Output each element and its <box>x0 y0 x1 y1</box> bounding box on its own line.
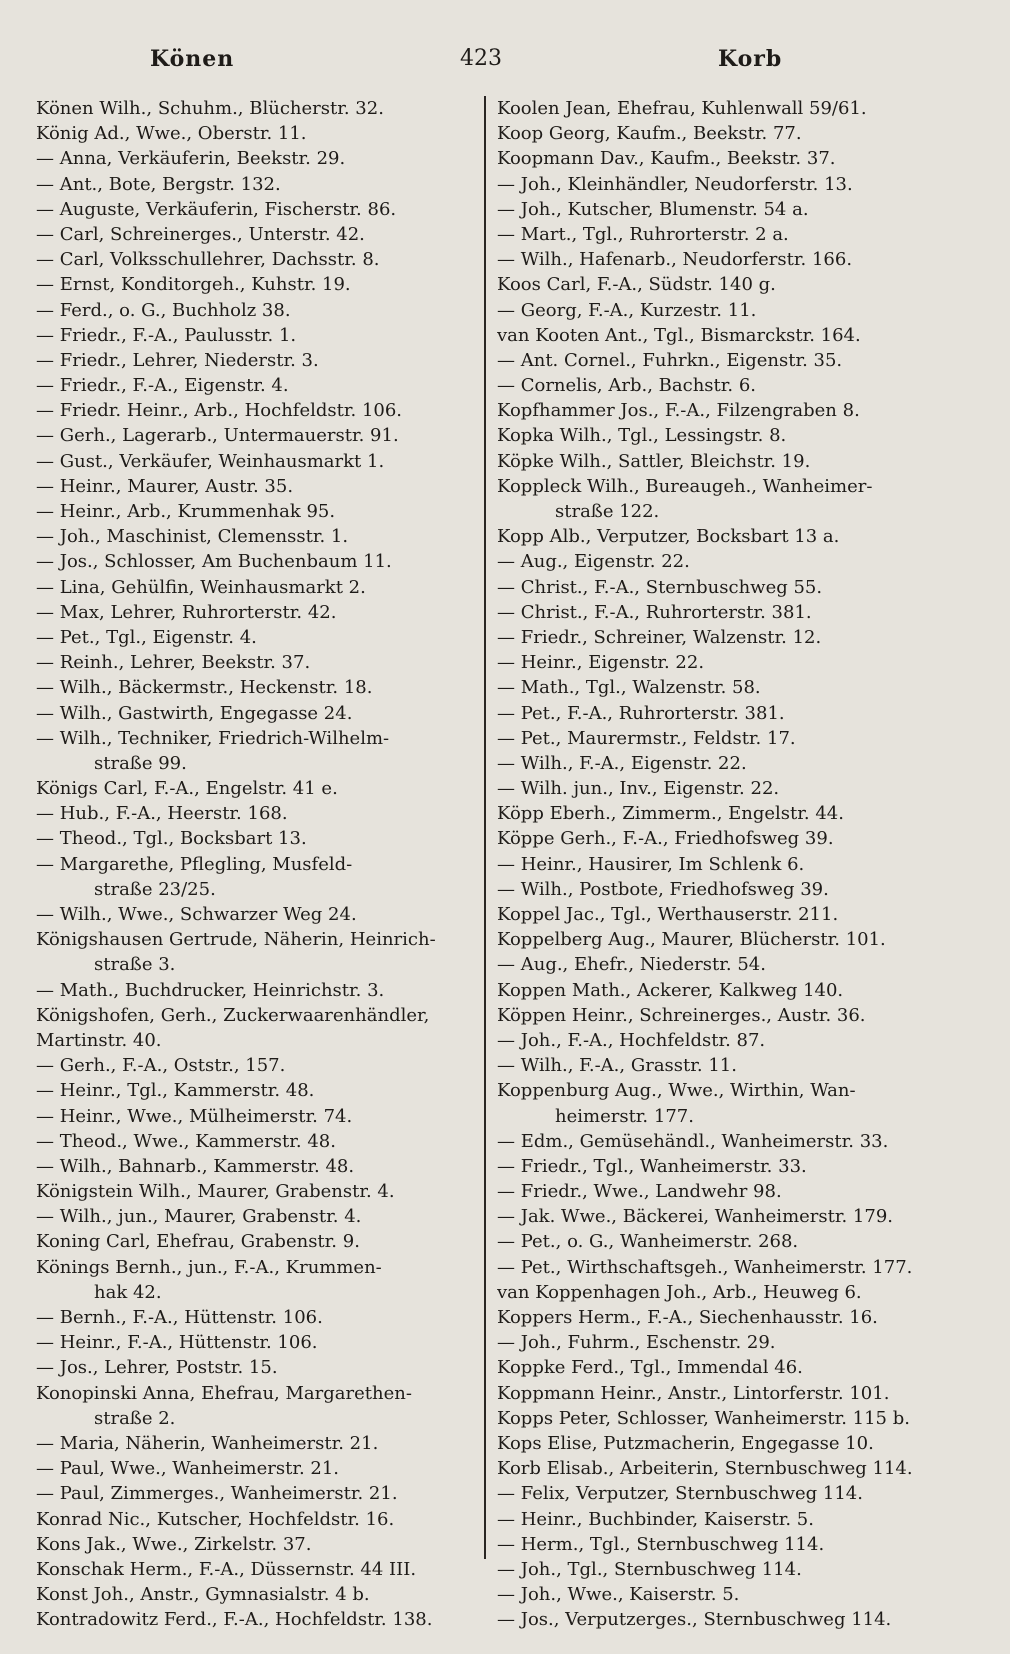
entry-line: König Ad., Wwe., Oberstr. 11. <box>36 123 307 145</box>
entry-line: — Heinr., Maurer, Austr. 35. <box>36 475 294 497</box>
entry-line: Köpp Eberh., Zimmerm., Engelstr. 44. <box>497 803 844 825</box>
entry-line: Konschak Herm., F.-A., Düssernstr. 44 III. <box>36 1558 417 1580</box>
entry-line: straße 2. <box>94 1407 176 1429</box>
entry-line: — Paul, Zimmerges., Wanheimerstr. 21. <box>36 1483 398 1505</box>
entry-line: straße 99. <box>94 752 187 774</box>
column-divider <box>484 96 486 1559</box>
entry-line: Koppers Herm., F.-A., Siechenhausstr. 16. <box>497 1307 878 1328</box>
entry-line: — Wilh., Bäckermstr., Heckenstr. 18. <box>36 677 373 699</box>
entry-line: Koppenburg Aug., Wwe., Wirthin, Wan- <box>497 1080 856 1102</box>
entry-line: — Wilh., F.-A., Eigenstr. 22. <box>497 752 747 774</box>
entry-line: Königshausen Gertrude, Näherin, Heinrich- <box>36 929 436 951</box>
entry-line: — Jos., Verputzerges., Sternbuschweg 114. <box>497 1609 892 1631</box>
header-right-keyword: Korb <box>718 46 783 72</box>
entry-line: Konst Joh., Anstr., Gymnasialstr. 4 b. <box>36 1584 370 1606</box>
entry-line: Köppen Heinr., Schreinerges., Austr. 36. <box>497 1004 866 1026</box>
entry-line: — Heinr., Wwe., Mülheimerstr. 74. <box>36 1105 353 1127</box>
entry-line: — Joh., Maschinist, Clemensstr. 1. <box>36 526 349 548</box>
entry-line: — Wilh., Bahnarb., Kammerstr. 48. <box>36 1155 355 1177</box>
entry-line: — Mart., Tgl., Ruhrorterstr. 2 a. <box>497 223 789 245</box>
entry-line: — Theod., Tgl., Bocksbart 13. <box>36 828 307 850</box>
entry-line: Kopfhammer Jos., F.-A., Filzengraben 8. <box>497 400 860 422</box>
right-column <box>497 96 957 1632</box>
entry-line: straße 3. <box>94 954 176 976</box>
entry-line: — Heinr., Eigenstr. 22. <box>497 652 705 674</box>
entry-line: — Max, Lehrer, Ruhrorterstr. 42. <box>36 601 337 623</box>
entry-line: — Cornelis, Arb., Bachstr. 6. <box>497 375 757 397</box>
entry-line: — Pet., F.-A., Ruhrorterstr. 381. <box>497 702 785 724</box>
entry-line: — Ferd., o. G., Buchholz 38. <box>36 299 291 321</box>
entry-line: van Koppenhagen Joh., Arb., Heuweg 6. <box>497 1281 862 1303</box>
entry-line: Koolen Jean, Ehefrau, Kuhlenwall 59/61. <box>497 98 867 119</box>
entry-line: — Joh., Tgl., Sternbuschweg 114. <box>497 1558 802 1580</box>
entry-line: — Anna, Verkäuferin, Beekstr. 29. <box>36 148 346 170</box>
entry-line: — Math., Buchdrucker, Heinrichstr. 3. <box>36 979 385 1001</box>
entry-line: — Carl, Schreinerges., Unterstr. 42. <box>36 223 365 245</box>
entry-line: — Gerh., Lagerarb., Untermauerstr. 91. <box>36 425 399 447</box>
entry-line: — Herm., Tgl., Sternbuschweg 114. <box>497 1533 825 1555</box>
entry-line: — Friedr., Wwe., Landwehr 98. <box>497 1181 782 1203</box>
entry-line: — Margarethe, Pflegling, Musfeld- <box>36 853 353 875</box>
entry-line: — Joh., Fuhrm., Eschenstr. 29. <box>497 1332 776 1354</box>
entry-line: Koop Georg, Kaufm., Beekstr. 77. <box>497 123 802 145</box>
entry-line: — Ant. Cornel., Fuhrkn., Eigenstr. 35. <box>497 349 843 371</box>
entry-line: — Aug., Eigenstr. 22. <box>497 551 690 573</box>
entry-line: — Pet., Wirthschaftsgeh., Wanheimerstr. 177. <box>497 1256 913 1278</box>
entry-line: Könings Bernh., jun., F.-A., Krummen- <box>36 1256 382 1278</box>
page-number: 423 <box>460 46 502 71</box>
entry-line: — Felix, Verputzer, Sternbuschweg 114. <box>497 1483 863 1505</box>
entry-line: — Wilh., Hafenarb., Neudorferstr. 166. <box>497 249 853 271</box>
entry-line: — Paul, Wwe., Wanheimerstr. 21. <box>36 1458 340 1480</box>
entry-line: — Georg, F.-A., Kurzestr. 11. <box>497 299 757 321</box>
entry-line: Koppleck Wilh., Bureaugeh., Wanheimer- <box>497 475 873 497</box>
entry-line: — Heinr., Tgl., Kammerstr. 48. <box>36 1080 315 1102</box>
entry-line: — Carl, Volksschullehrer, Dachsstr. 8. <box>36 249 380 271</box>
entry-line: — Aug., Ehefr., Niederstr. 54. <box>497 954 766 976</box>
header-left-keyword: Könen <box>150 46 235 72</box>
entry-line: Koppel Jac., Tgl., Werthauserstr. 211. <box>497 904 839 925</box>
entry-line: — Joh., F.-A., Hochfeldstr. 87. <box>497 1029 766 1051</box>
entry-line: — Wilh., Wwe., Schwarzer Weg 24. <box>36 904 357 925</box>
entry-line: hak 42. <box>94 1281 162 1303</box>
entry-line: — Heinr., Buchbinder, Kaiserstr. 5. <box>497 1508 814 1530</box>
entry-line: — Friedr. Heinr., Arb., Hochfeldstr. 106. <box>36 400 403 422</box>
entry-line: — Heinr., Hausirer, Im Schlenk 6. <box>497 853 805 875</box>
entry-line: — Friedr., F.-A., Eigenstr. 4. <box>36 375 289 397</box>
entry-line: Köppe Gerh., F.-A., Friedhofsweg 39. <box>497 828 834 850</box>
entry-line: Martinstr. 40. <box>36 1029 162 1051</box>
entry-line: — Friedr., F.-A., Paulusstr. 1. <box>36 324 297 346</box>
entry-line: Kopp Alb., Verputzer, Bocksbart 13 a. <box>497 526 840 548</box>
entry-line: — Wilh., jun., Maurer, Grabenstr. 4. <box>36 1206 362 1228</box>
entry-line: — Hub., F.-A., Heerstr. 168. <box>36 803 288 825</box>
entry-line: Kops Elise, Putzmacherin, Engegasse 10. <box>497 1432 874 1454</box>
entry-line: — Gerh., F.-A., Oststr., 157. <box>36 1055 286 1077</box>
entry-line: — Christ., F.-A., Sternbuschweg 55. <box>497 576 823 598</box>
entry-line: — Friedr., Schreiner, Walzenstr. 12. <box>497 626 822 648</box>
entry-line: — Joh., Kleinhändler, Neudorferstr. 13. <box>497 173 853 195</box>
entry-line: — Wilh., F.-A., Grasstr. 11. <box>497 1055 737 1077</box>
entry-line: — Reinh., Lehrer, Beekstr. 37. <box>36 652 311 674</box>
entry-line: Königstein Wilh., Maurer, Grabenstr. 4. <box>36 1181 395 1203</box>
entry-line: — Edm., Gemüsehändl., Wanheimerstr. 33. <box>497 1130 889 1152</box>
entry-line: Koppen Math., Ackerer, Kalkweg 140. <box>497 979 844 1001</box>
left-column <box>36 96 488 1632</box>
entry-line: — Ant., Bote, Bergstr. 132. <box>36 173 281 195</box>
entry-line: Koppmann Heinr., Anstr., Lintorferstr. 101. <box>497 1382 890 1404</box>
entry-line: — Lina, Gehülfin, Weinhausmarkt 2. <box>36 576 366 598</box>
entry-line: Königs Carl, F.-A., Engelstr. 41 e. <box>36 778 338 800</box>
entry-line: Koning Carl, Ehefrau, Grabenstr. 9. <box>36 1231 360 1253</box>
entry-line: — Joh., Wwe., Kaiserstr. 5. <box>497 1584 740 1606</box>
entry-line: straße 23/25. <box>94 878 216 900</box>
entry-line: Kopps Peter, Schlosser, Wanheimerstr. 115 b. <box>497 1407 910 1429</box>
entry-line: — Pet., o. G., Wanheimerstr. 268. <box>497 1231 799 1253</box>
entry-line: — Wilh., Gastwirth, Engegasse 24. <box>36 702 353 724</box>
entry-line: — Joh., Kutscher, Blumenstr. 54 a. <box>497 198 809 220</box>
entry-line: — Gust., Verkäufer, Weinhausmarkt 1. <box>36 450 385 472</box>
entry-line: — Heinr., Arb., Krummenhak 95. <box>36 501 336 522</box>
entry-line: — Ernst, Konditorgeh., Kuhstr. 19. <box>36 274 351 296</box>
entry-line: Koppelberg Aug., Maurer, Blücherstr. 101. <box>497 929 886 951</box>
entry-line: — Pet., Maurermstr., Feldstr. 17. <box>497 727 796 749</box>
entry-line: — Christ., F.-A., Ruhrorterstr. 381. <box>497 601 812 623</box>
entry-line: Köpke Wilh., Sattler, Bleichstr. 19. <box>497 450 811 472</box>
entry-line: Kontradowitz Ferd., F.-A., Hochfeldstr. 138. <box>36 1609 433 1631</box>
entry-line: — Pet., Tgl., Eigenstr. 4. <box>36 626 257 648</box>
entry-line: heimerstr. 177. <box>555 1105 694 1127</box>
entry-line: — Jos., Schlosser, Am Buchenbaum 11. <box>36 551 392 573</box>
entry-line: — Maria, Näherin, Wanheimerstr. 21. <box>36 1432 379 1454</box>
entry-line: Koppke Ferd., Tgl., Immendal 46. <box>497 1357 803 1379</box>
entry-line: Königshofen, Gerh., Zuckerwaarenhändler, <box>36 1004 430 1026</box>
entry-line: — Wilh. jun., Inv., Eigenstr. 22. <box>497 778 780 800</box>
entry-line: — Auguste, Verkäuferin, Fischerstr. 86. <box>36 198 397 220</box>
entry-line: — Jos., Lehrer, Poststr. 15. <box>36 1357 278 1379</box>
entry-line: — Heinr., F.-A., Hüttenstr. 106. <box>36 1332 318 1354</box>
entry-line: Konrad Nic., Kutscher, Hochfeldstr. 16. <box>36 1508 395 1530</box>
entry-line: — Jak. Wwe., Bäckerei, Wanheimerstr. 179. <box>497 1206 894 1228</box>
entry-line: Könen Wilh., Schuhm., Blücherstr. 32. <box>36 98 384 119</box>
entry-line: Kopka Wilh., Tgl., Lessingstr. 8. <box>497 425 787 447</box>
entry-line: — Wilh., Postbote, Friedhofsweg 39. <box>497 878 829 900</box>
entry-line: — Wilh., Techniker, Friedrich-Wilhelm- <box>36 727 390 749</box>
entry-line: straße 122. <box>555 501 660 522</box>
entry-line: van Kooten Ant., Tgl., Bismarckstr. 164. <box>497 324 861 346</box>
entry-line: — Theod., Wwe., Kammerstr. 48. <box>36 1130 336 1152</box>
entry-line: — Friedr., Lehrer, Niederstr. 3. <box>36 349 319 371</box>
entry-line: Koos Carl, F.-A., Südstr. 140 g. <box>497 274 776 296</box>
entry-line: Koopmann Dav., Kaufm., Beekstr. 37. <box>497 148 836 170</box>
entry-line: — Bernh., F.-A., Hüttenstr. 106. <box>36 1307 323 1328</box>
entry-line: Konopinski Anna, Ehefrau, Margarethen- <box>36 1382 412 1404</box>
entry-line: Korb Elisab., Arbeiterin, Sternbuschweg 114. <box>497 1458 913 1480</box>
entry-line: — Friedr., Tgl., Wanheimerstr. 33. <box>497 1155 807 1177</box>
entry-line: Kons Jak., Wwe., Zirkelstr. 37. <box>36 1533 312 1555</box>
entry-line: — Math., Tgl., Walzenstr. 58. <box>497 677 761 699</box>
